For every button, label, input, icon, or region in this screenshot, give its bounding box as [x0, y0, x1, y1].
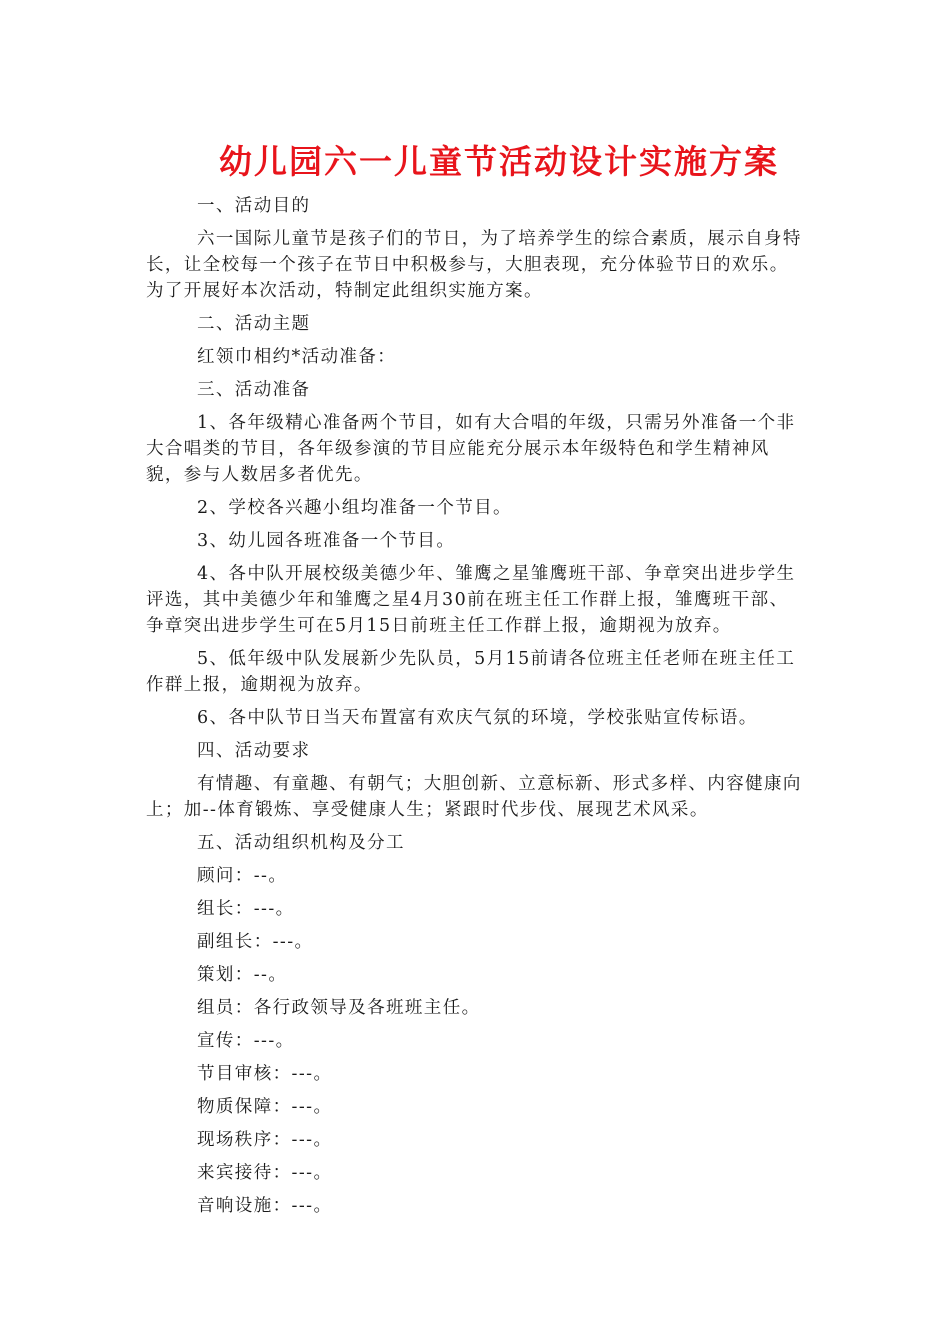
paragraph-purpose: 六一国际儿童节是孩子们的节日，为了培养学生的综合素质，展示自身特长，让全校每一个孩子在节日中积极参与，大胆表现，充分体验节日的欢乐。为了开展好本次活动，特制定此组织实施方案。: [146, 229, 802, 301]
list-item: 3、幼儿园各班准备一个节目。: [197, 531, 456, 551]
role-line: 策划：--。: [197, 965, 288, 985]
role-line: 音响设施：---。: [197, 1196, 333, 1216]
heading-preparation: 三、活动准备: [197, 380, 311, 400]
role-line: 副组长：---。: [197, 932, 314, 952]
role-line: 组长：---。: [197, 899, 295, 919]
heading-organization: 五、活动组织机构及分工: [197, 833, 405, 853]
paragraph-theme: 红领巾相约*活动准备：: [197, 347, 397, 367]
role-line: 物质保障：---。: [197, 1097, 333, 1117]
list-item: 5、低年级中队发展新少先队员，5月15前请各位班主任老师在班主任工作群上报，逾期视为放弃。: [146, 649, 796, 695]
document-title: 幼儿园六一儿童节活动设计实施方案: [219, 142, 779, 181]
role-line: 组员：各行政领导及各班班主任。: [197, 998, 481, 1018]
list-item: 4、各中队开展校级美德少年、雏鹰之星雏鹰班干部、争章突出进步学生评选，其中美德少年和雏鹰之星4月30前在班主任工作群上报，雏鹰班干部、争章突出进步学生可在5月15日前班主任工作群上报，逾期视为放弃。: [146, 564, 796, 636]
list-item: 1、各年级精心准备两个节目，如有大合唱的年级，只需另外准备一个非大合唱类的节目，各年级参演的节目应能充分展示本年级特色和学生精神风貌，参与人数居多者优先。: [146, 413, 796, 485]
role-line: 节目审核：---。: [197, 1064, 333, 1084]
role-line: 现场秩序：---。: [197, 1130, 333, 1150]
list-item: 6、各中队节日当天布置富有欢庆气氛的环境，学校张贴宣传标语。: [197, 708, 758, 728]
heading-purpose: 一、活动目的: [197, 196, 311, 216]
role-line: 宣传：---。: [197, 1031, 295, 1051]
role-line: 来宾接待：---。: [197, 1163, 333, 1183]
role-line: 顾问：--。: [197, 866, 288, 886]
list-item: 2、学校各兴趣小组均准备一个节目。: [197, 498, 512, 518]
heading-requirements: 四、活动要求: [197, 741, 311, 761]
document-body: [146, 193, 806, 1226]
heading-theme: 二、活动主题: [197, 314, 311, 334]
paragraph-requirements: 有情趣、有童趣、有朝气；大胆创新、立意标新、形式多样、内容健康向上；加--体育锻炼、享受健康人生；紧跟时代步伐、展现艺术风采。: [146, 774, 802, 820]
